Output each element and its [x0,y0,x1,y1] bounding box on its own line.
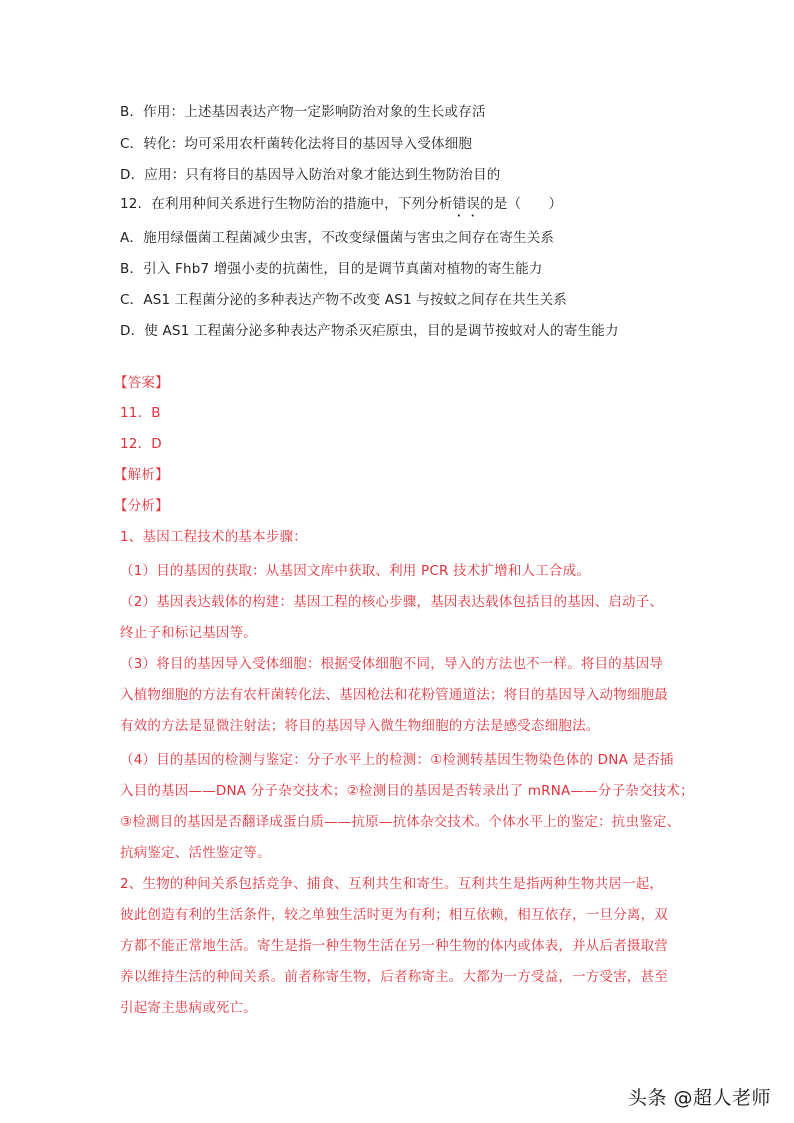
analysis-line: 入植物细胞的方法有农杆菌转化法、基因枪法和花粉管通道法；将目的基因导入动物细胞最 [120,687,668,703]
q12-option-d: D．使 AS1 工程菌分泌多种表达产物杀灭疟原虫，目的是调节按蚊对人的寄生能力 [120,323,619,339]
analysis-line: （4）目的基因的检测与鉴定：分子水平上的检测：①检测转基因生物染色体的 DNA 是否插 [120,752,674,768]
analysis-line: 彼此创造有利的生活条件，较之单独生活时更为有利；相互依赖，相互依存，一旦分离，双 [120,907,668,923]
analysis-line: 入目的基因——DNA 分子杂交技术；②检测目的基因是否转录出了 mRNA——分子杂交技术； [120,783,694,799]
q11-option-b: B．作用：上述基因表达产物一定影响防治对象的生长或存活 [120,104,486,120]
analysis-line: （3）将目的基因导入受体细胞：根据受体细胞不同，导入的方法也不一样。将目的基因导 [120,656,664,672]
q12-stem [120,194,562,220]
q12-stem-emphasis: 错误 [452,196,481,212]
answer-heading: 【答案】 [114,375,169,391]
analysis-line: 终止子和标记基因等。 [120,625,257,641]
analysis-line: 养以维持生活的种间关系。前者称寄生物，后者称寄主。大都为一方受益，一方受害，甚至 [120,969,668,985]
answer-item-12: 12．D [120,436,162,452]
q12-stem-suffix: 的是（ ） [480,196,563,212]
analysis-line: 方都不能正常地生活。寄生是指一种生物生活在另一种生物的体内或体表，并从后者摄取营 [120,938,668,954]
q12-option-a: A．施用绿僵菌工程菌减少虫害，不改变绿僵菌与害虫之间存在寄生关系 [120,230,555,246]
analysis-line: 引起寄主患病或死亡。 [120,1000,257,1016]
q12-option-b: B．引入 Fhb7 增强小麦的抗菌性，目的是调节真菌对植物的寄生能力 [120,261,543,277]
analysis-line: 1、基因工程技术的基本步骤： [120,529,307,545]
q12-stem-prefix: 12．在利用种间关系进行生物防治的措施中，下列分析 [120,196,453,212]
q11-option-d: D．应用：只有将目的基因导入防治对象才能达到生物防治目的 [120,167,501,183]
answer-item-11: 11．B [120,405,161,421]
analysis-subheading: 【分析】 [114,498,169,514]
analysis-line: 有效的方法是显微注射法；将目的基因导入微生物细胞的方法是感受态细胞法。 [120,718,600,734]
analysis-line: （2）基因表达载体的构建：基因工程的核心步骤，基因表达载体包括目的基因、启动子、 [120,594,664,610]
analysis-line: ③检测目的基因是否翻译成蛋白质——抗原—抗体杂交技术。个体水平上的鉴定：抗虫鉴定、 [120,814,681,830]
q11-option-c: C．转化：均可采用农杆菌转化法将目的基因导入受体细胞 [120,136,473,152]
analysis-line: （1）目的基因的获取：从基因文库中获取、利用 PCR 技术扩增和人工合成。 [120,563,591,579]
analysis-line: 抗病鉴定、活性鉴定等。 [120,845,271,861]
q12-option-c: C．AS1 工程菌分泌的多种表达产物不改变 AS1 与按蚊之间存在共生关系 [120,292,567,308]
analysis-line: 2、生物的种间关系包括竞争、捕食、互利共生和寄生。互利共生是指两种生物共居一起， [120,876,664,892]
analysis-heading: 【解析】 [114,467,169,483]
watermark: 头条 @超人老师 [628,1087,772,1109]
